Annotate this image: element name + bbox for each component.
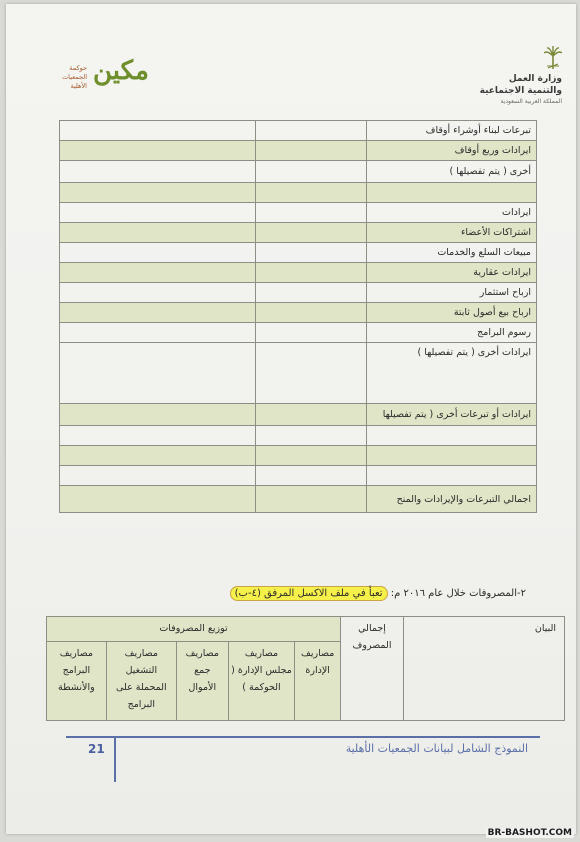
value-cell [256,223,367,243]
footer-divider [66,736,540,738]
value-cell [60,303,256,323]
statement-header: البيان [404,617,565,721]
row-label: ايرادات أو تبرعات أخرى ( يتم تفصيلها [367,404,537,426]
value-cell [60,121,256,141]
value-cell [256,466,367,486]
row-label [367,183,537,203]
value-cell [60,404,256,426]
palm-icon [544,46,562,70]
table-row [47,617,565,642]
footer-title: النموذج الشامل لبيانات الجمعيات الأهلية [345,742,528,755]
value-cell [60,446,256,466]
table-row [60,161,537,183]
watermark: BR-BASHOT.COM [487,828,572,838]
distribution-header: توزيع المصروفات [47,617,341,642]
table-row [60,183,537,203]
value-cell [60,243,256,263]
value-cell [256,446,367,466]
value-cell [60,183,256,203]
revenue-table [59,120,537,513]
value-cell [60,486,256,513]
table-row [60,243,537,263]
section-heading [230,588,526,599]
value-cell [60,203,256,223]
row-label: تبرعات لبناء أوشراء أوقاف [367,121,537,141]
row-label: ارباح استثمار [367,283,537,303]
value-cell [60,343,256,404]
mekeen-logo-line2: الجمعيات [62,73,87,81]
value-cell [256,426,367,446]
value-cell [60,323,256,343]
value-cell [60,283,256,303]
value-cell [256,161,367,183]
row-label: مبيعات السلع والخدمات [367,243,537,263]
column-header: مصاريف الإدارة [295,642,341,721]
ministry-name-line1: وزارة العمل [508,74,562,84]
page-number: 21 [88,742,105,756]
ministry-name-line3: المملكة العربية السعودية [500,98,562,105]
ministry-name-line2: والتنمية الاجتماعية [479,86,562,96]
value-cell [60,263,256,283]
row-label [367,466,537,486]
value-cell [256,243,367,263]
column-header: مصاريف مجلس الإدارة ( الحوكمة ) [228,642,295,721]
row-label: ايرادات [367,203,537,223]
row-label: أخرى ( يتم تفصيلها ) [367,161,537,183]
table-row [60,446,537,466]
row-label [367,426,537,446]
table-row [60,263,537,283]
value-cell [256,141,367,161]
table-row [60,303,537,323]
table-row [60,121,537,141]
value-cell [256,323,367,343]
value-cell [256,283,367,303]
table-row [60,466,537,486]
value-cell [60,161,256,183]
row-label: رسوم البرامج [367,323,537,343]
document-page [6,4,576,834]
row-label: اجمالي التبرعات والإيرادات والمنح [367,486,537,513]
value-cell [256,343,367,404]
row-label: اشتراكات الأعضاء [367,223,537,243]
value-cell [256,303,367,323]
table-row [60,404,537,426]
footer-vertical-divider [114,738,116,782]
row-label: ارباح بيع أصول ثابتة [367,303,537,323]
table-row [60,203,537,223]
column-header: مصاريف جمع الأموال [176,642,228,721]
expenses-table [46,616,565,721]
section-heading-text: ٢-المصروفات خلال عام ٢٠١٦ م: [390,588,526,599]
value-cell [256,121,367,141]
value-cell [60,141,256,161]
row-label: ايرادات عقارية [367,263,537,283]
column-header: مصاريف البرامج والأنشطة [47,642,107,721]
value-cell [60,426,256,446]
row-label [367,446,537,466]
value-cell [256,183,367,203]
mekeen-logo-mark: مكين [93,56,149,86]
table-row [60,323,537,343]
mekeen-logo [31,54,149,104]
table-row [60,343,537,404]
column-header: مصاريف التشغيل المحملة على البرامج [106,642,176,721]
ministry-logo [448,46,568,106]
value-cell [256,203,367,223]
value-cell [256,263,367,283]
highlighted-note: تعبأ في ملف الاكسل المرفق (٤-ب) [230,586,388,601]
row-label: ايرادات وريع أوقاف [367,141,537,161]
table-row [60,283,537,303]
value-cell [256,404,367,426]
row-label: ايرادات أخرى ( يتم تفصيلها ) [367,343,537,404]
total-expense-header: إجمالي المصروف [341,617,404,721]
mekeen-logo-line1: حوكمة [69,64,87,72]
table-row [60,486,537,513]
value-cell [256,486,367,513]
table-row [60,223,537,243]
value-cell [60,223,256,243]
mekeen-logo-line3: الأهلية [70,82,87,90]
table-row [60,426,537,446]
table-row [60,141,537,161]
value-cell [60,466,256,486]
